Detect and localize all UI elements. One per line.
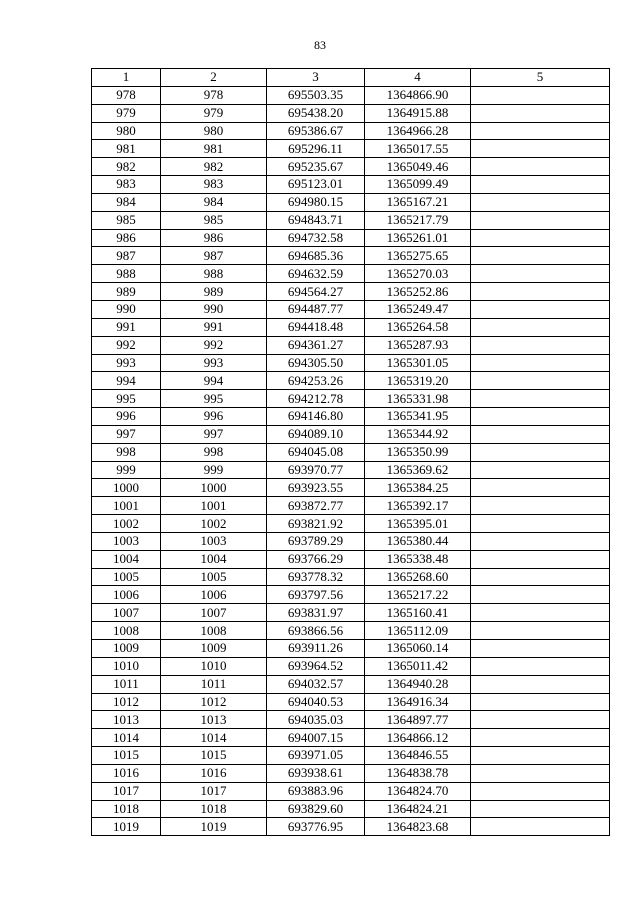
note-cell [471,604,610,622]
note-cell [471,657,610,675]
point-id-cell: 989 [161,283,267,301]
point-id-cell: 1001 [161,497,267,515]
y-coordinate-cell: 1364940.28 [365,675,471,693]
y-coordinate-cell: 1365011.42 [365,657,471,675]
table-row [92,515,610,533]
note-cell [471,693,610,711]
x-coordinate-cell: 695438.20 [267,104,365,122]
table-row [92,443,610,461]
note-cell [471,675,610,693]
note-cell [471,354,610,372]
x-coordinate-cell: 694007.15 [267,729,365,747]
table-header [92,69,610,87]
note-cell [471,711,610,729]
y-coordinate-cell: 1365270.03 [365,265,471,283]
point-id-cell: 1017 [161,782,267,800]
table-row [92,354,610,372]
x-coordinate-cell: 694361.27 [267,336,365,354]
x-coordinate-cell: 695503.35 [267,86,365,104]
y-coordinate-cell: 1365264.58 [365,318,471,336]
x-coordinate-cell: 693866.56 [267,622,365,640]
table-row [92,318,610,336]
point-number-cell: 992 [92,336,161,354]
note-cell [471,586,610,604]
x-coordinate-cell: 693911.26 [267,640,365,658]
y-coordinate-cell: 1365160.41 [365,604,471,622]
point-id-cell: 982 [161,158,267,176]
table-row [92,193,610,211]
point-id-cell: 1015 [161,747,267,765]
table-row [92,764,610,782]
note-cell [471,782,610,800]
point-number-cell: 1004 [92,550,161,568]
note-cell [471,104,610,122]
point-id-cell: 1003 [161,532,267,550]
y-coordinate-cell: 1365112.09 [365,622,471,640]
point-number-cell: 998 [92,443,161,461]
x-coordinate-cell: 693797.56 [267,586,365,604]
x-coordinate-cell: 693883.96 [267,782,365,800]
point-number-cell: 993 [92,354,161,372]
point-number-cell: 995 [92,390,161,408]
point-id-cell: 999 [161,461,267,479]
note-cell [471,390,610,408]
x-coordinate-cell: 694843.71 [267,211,365,229]
x-coordinate-cell: 693778.32 [267,568,365,586]
x-coordinate-cell: 693766.29 [267,550,365,568]
point-id-cell: 1004 [161,550,267,568]
point-number-cell: 991 [92,318,161,336]
table-row [92,461,610,479]
y-coordinate-cell: 1364966.28 [365,122,471,140]
note-cell [471,640,610,658]
table-row [92,122,610,140]
header-row [92,69,610,87]
note-cell [471,497,610,515]
point-id-cell: 980 [161,122,267,140]
point-id-cell: 991 [161,318,267,336]
y-coordinate-cell: 1365252.86 [365,283,471,301]
table-row [92,818,610,836]
y-coordinate-cell: 1365392.17 [365,497,471,515]
x-coordinate-cell: 693789.29 [267,532,365,550]
x-coordinate-cell: 693872.77 [267,497,365,515]
point-number-cell: 980 [92,122,161,140]
note-cell [471,86,610,104]
y-coordinate-cell: 1365341.95 [365,408,471,426]
x-coordinate-cell: 694732.58 [267,229,365,247]
note-cell [471,747,610,765]
note-cell [471,818,610,836]
point-id-cell: 1006 [161,586,267,604]
x-coordinate-cell: 693938.61 [267,764,365,782]
point-number-cell: 986 [92,229,161,247]
point-id-cell: 984 [161,193,267,211]
point-id-cell: 986 [161,229,267,247]
note-cell [471,300,610,318]
point-id-cell: 981 [161,140,267,158]
table-row [92,408,610,426]
table-row [92,229,610,247]
x-coordinate-cell: 694253.26 [267,372,365,390]
table-row [92,675,610,693]
x-coordinate-cell: 693971.05 [267,747,365,765]
note-cell [471,764,610,782]
point-id-cell: 1008 [161,622,267,640]
point-number-cell: 984 [92,193,161,211]
x-coordinate-cell: 693776.95 [267,818,365,836]
point-id-cell: 979 [161,104,267,122]
point-id-cell: 993 [161,354,267,372]
point-id-cell: 1002 [161,515,267,533]
table-row [92,336,610,354]
point-number-cell: 987 [92,247,161,265]
point-number-cell: 1003 [92,532,161,550]
point-number-cell: 990 [92,300,161,318]
point-number-cell: 999 [92,461,161,479]
point-id-cell: 1014 [161,729,267,747]
y-coordinate-cell: 1365338.48 [365,550,471,568]
table-row [92,140,610,158]
x-coordinate-cell: 693970.77 [267,461,365,479]
table-row [92,425,610,443]
y-coordinate-cell: 1365331.98 [365,390,471,408]
point-number-cell: 981 [92,140,161,158]
point-number-cell: 1012 [92,693,161,711]
point-id-cell: 1011 [161,675,267,693]
y-coordinate-cell: 1365319.20 [365,372,471,390]
x-coordinate-cell: 694032.57 [267,675,365,693]
point-id-cell: 1007 [161,604,267,622]
y-coordinate-cell: 1364824.21 [365,800,471,818]
y-coordinate-cell: 1364846.55 [365,747,471,765]
coordinates-table [91,68,610,836]
y-coordinate-cell: 1364897.77 [365,711,471,729]
note-cell [471,247,610,265]
note-cell [471,550,610,568]
point-number-cell: 1007 [92,604,161,622]
y-coordinate-cell: 1365217.22 [365,586,471,604]
point-number-cell: 1019 [92,818,161,836]
note-cell [471,140,610,158]
table-row [92,800,610,818]
table-body [92,86,610,835]
point-id-cell: 996 [161,408,267,426]
x-coordinate-cell: 693829.60 [267,800,365,818]
table-row [92,782,610,800]
x-coordinate-cell: 694685.36 [267,247,365,265]
column-header-1: 1 [92,69,161,87]
table-row [92,265,610,283]
table-row [92,532,610,550]
table-row [92,640,610,658]
x-coordinate-cell: 693923.55 [267,479,365,497]
note-cell [471,211,610,229]
column-header-4: 4 [365,69,471,87]
y-coordinate-cell: 1365099.49 [365,176,471,194]
y-coordinate-cell: 1364824.70 [365,782,471,800]
y-coordinate-cell: 1365384.25 [365,479,471,497]
point-number-cell: 997 [92,425,161,443]
note-cell [471,158,610,176]
point-number-cell: 1017 [92,782,161,800]
table-row [92,479,610,497]
note-cell [471,568,610,586]
column-header-3: 3 [267,69,365,87]
x-coordinate-cell: 695123.01 [267,176,365,194]
point-number-cell: 996 [92,408,161,426]
point-number-cell: 983 [92,176,161,194]
point-number-cell: 1006 [92,586,161,604]
point-id-cell: 997 [161,425,267,443]
y-coordinate-cell: 1365268.60 [365,568,471,586]
point-id-cell: 994 [161,372,267,390]
point-id-cell: 1009 [161,640,267,658]
x-coordinate-cell: 694212.78 [267,390,365,408]
point-number-cell: 1009 [92,640,161,658]
table-row [92,104,610,122]
y-coordinate-cell: 1365344.92 [365,425,471,443]
note-cell [471,229,610,247]
x-coordinate-cell: 694418.48 [267,318,365,336]
point-id-cell: 992 [161,336,267,354]
note-cell [471,265,610,283]
table-row [92,622,610,640]
table-row [92,747,610,765]
table-row [92,729,610,747]
table-row [92,550,610,568]
x-coordinate-cell: 693821.92 [267,515,365,533]
point-number-cell: 1002 [92,515,161,533]
note-cell [471,372,610,390]
table-row [92,158,610,176]
y-coordinate-cell: 1365380.44 [365,532,471,550]
x-coordinate-cell: 693831.97 [267,604,365,622]
note-cell [471,283,610,301]
point-number-cell: 1018 [92,800,161,818]
y-coordinate-cell: 1365060.14 [365,640,471,658]
point-id-cell: 1019 [161,818,267,836]
point-id-cell: 987 [161,247,267,265]
point-id-cell: 983 [161,176,267,194]
note-cell [471,122,610,140]
point-number-cell: 1000 [92,479,161,497]
x-coordinate-cell: 694035.03 [267,711,365,729]
point-id-cell: 1010 [161,657,267,675]
y-coordinate-cell: 1365217.79 [365,211,471,229]
point-id-cell: 990 [161,300,267,318]
table-row [92,711,610,729]
y-coordinate-cell: 1364866.90 [365,86,471,104]
point-id-cell: 985 [161,211,267,229]
y-coordinate-cell: 1364866.12 [365,729,471,747]
table-row [92,176,610,194]
note-cell [471,425,610,443]
y-coordinate-cell: 1365395.01 [365,515,471,533]
column-header-2: 2 [161,69,267,87]
table-row [92,372,610,390]
point-id-cell: 1005 [161,568,267,586]
y-coordinate-cell: 1365287.93 [365,336,471,354]
x-coordinate-cell: 694980.15 [267,193,365,211]
point-number-cell: 985 [92,211,161,229]
y-coordinate-cell: 1365275.65 [365,247,471,265]
x-coordinate-cell: 694089.10 [267,425,365,443]
note-cell [471,193,610,211]
note-cell [471,729,610,747]
note-cell [471,443,610,461]
column-header-5: 5 [471,69,610,87]
point-number-cell: 1014 [92,729,161,747]
x-coordinate-cell: 695235.67 [267,158,365,176]
point-number-cell: 1008 [92,622,161,640]
point-id-cell: 998 [161,443,267,461]
point-number-cell: 1010 [92,657,161,675]
note-cell [471,318,610,336]
table-row [92,657,610,675]
note-cell [471,461,610,479]
note-cell [471,408,610,426]
point-id-cell: 1000 [161,479,267,497]
x-coordinate-cell: 695386.67 [267,122,365,140]
point-number-cell: 1016 [92,764,161,782]
table-row [92,211,610,229]
x-coordinate-cell: 694487.77 [267,300,365,318]
point-number-cell: 1005 [92,568,161,586]
page-number: 83 [314,38,326,52]
point-id-cell: 1012 [161,693,267,711]
y-coordinate-cell: 1364823.68 [365,818,471,836]
point-number-cell: 994 [92,372,161,390]
table-row [92,247,610,265]
x-coordinate-cell: 694564.27 [267,283,365,301]
point-number-cell: 1013 [92,711,161,729]
x-coordinate-cell: 694045.08 [267,443,365,461]
table-row [92,497,610,515]
note-cell [471,176,610,194]
point-number-cell: 978 [92,86,161,104]
table-row [92,283,610,301]
y-coordinate-cell: 1364915.88 [365,104,471,122]
point-id-cell: 1018 [161,800,267,818]
point-number-cell: 1001 [92,497,161,515]
point-number-cell: 989 [92,283,161,301]
point-number-cell: 982 [92,158,161,176]
note-cell [471,622,610,640]
note-cell [471,532,610,550]
y-coordinate-cell: 1365350.99 [365,443,471,461]
point-number-cell: 1015 [92,747,161,765]
point-id-cell: 1013 [161,711,267,729]
table-row [92,693,610,711]
x-coordinate-cell: 693964.52 [267,657,365,675]
y-coordinate-cell: 1364916.34 [365,693,471,711]
y-coordinate-cell: 1365369.62 [365,461,471,479]
y-coordinate-cell: 1365301.05 [365,354,471,372]
point-id-cell: 995 [161,390,267,408]
y-coordinate-cell: 1365049.46 [365,158,471,176]
y-coordinate-cell: 1365249.47 [365,300,471,318]
point-id-cell: 988 [161,265,267,283]
y-coordinate-cell: 1365017.55 [365,140,471,158]
table-row [92,390,610,408]
point-number-cell: 979 [92,104,161,122]
point-number-cell: 988 [92,265,161,283]
y-coordinate-cell: 1364838.78 [365,764,471,782]
note-cell [471,515,610,533]
x-coordinate-cell: 694146.80 [267,408,365,426]
table-row [92,86,610,104]
x-coordinate-cell: 695296.11 [267,140,365,158]
point-number-cell: 1011 [92,675,161,693]
note-cell [471,800,610,818]
point-id-cell: 978 [161,86,267,104]
note-cell [471,336,610,354]
note-cell [471,479,610,497]
y-coordinate-cell: 1365167.21 [365,193,471,211]
x-coordinate-cell: 694040.53 [267,693,365,711]
x-coordinate-cell: 694632.59 [267,265,365,283]
x-coordinate-cell: 694305.50 [267,354,365,372]
table-row [92,300,610,318]
point-id-cell: 1016 [161,764,267,782]
table-row [92,586,610,604]
table-row [92,604,610,622]
table-row [92,568,610,586]
y-coordinate-cell: 1365261.01 [365,229,471,247]
